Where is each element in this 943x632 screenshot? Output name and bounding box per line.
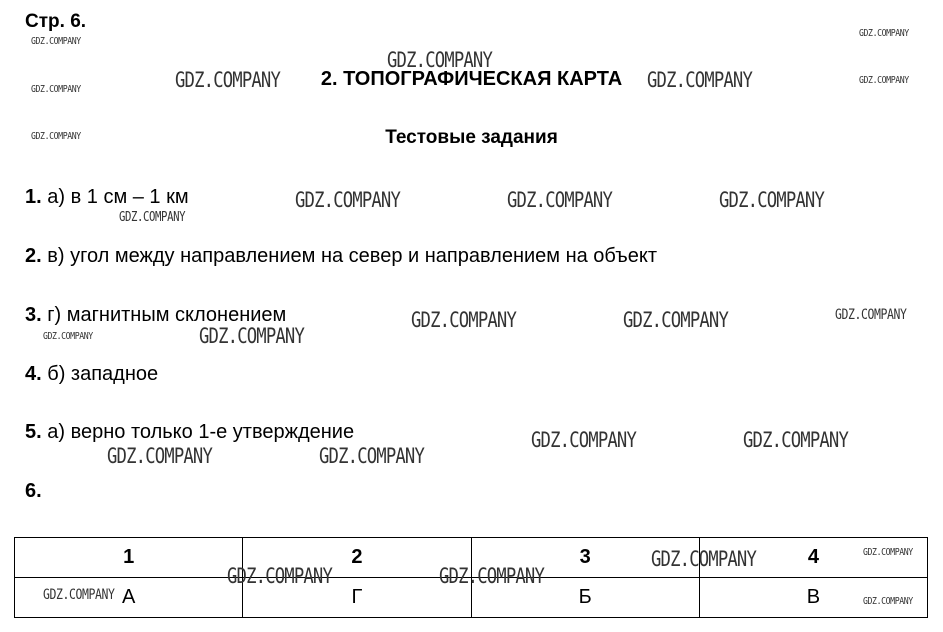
table-value-cell: А [15, 578, 243, 618]
answer-number: 1. [25, 186, 42, 208]
watermark: GDZ.COMPANY [531, 428, 637, 452]
answer-number: 3. [25, 304, 42, 326]
watermark: GDZ.COMPANY [175, 68, 281, 92]
watermark: GDZ.COMPANY [31, 84, 81, 95]
watermark: GDZ.COMPANY [295, 188, 401, 212]
page-label: Стр. 6. [25, 11, 87, 32]
answer-text: в) угол между направлением на север и направлением на объект [41, 245, 657, 267]
watermark: GDZ.COMPANY [439, 564, 545, 588]
answer-4 [25, 363, 158, 386]
watermark: GDZ.COMPANY [411, 308, 517, 332]
watermark: GDZ.COMPANY [227, 564, 333, 588]
watermark: GDZ.COMPANY [43, 587, 115, 603]
answer-number: 4. [25, 363, 42, 385]
table-value-cell: Г [243, 578, 471, 618]
watermark: GDZ.COMPANY [835, 307, 907, 323]
watermark: GDZ.COMPANY [199, 324, 305, 348]
answer-text: а) верно только 1-е утверждение [41, 421, 355, 443]
answer-text: б) западное [41, 363, 159, 385]
answer-6 [25, 480, 42, 503]
watermark: GDZ.COMPANY [863, 547, 913, 558]
watermark: GDZ.COMPANY [31, 131, 81, 142]
watermark: GDZ.COMPANY [743, 428, 849, 452]
watermark: GDZ.COMPANY [647, 68, 753, 92]
table-header-cell: 2 [243, 538, 471, 578]
section-subtitle: Тестовые задания [385, 127, 558, 148]
watermark: GDZ.COMPANY [119, 210, 186, 225]
watermark: GDZ.COMPANY [107, 444, 213, 468]
answer-number: 5. [25, 421, 42, 443]
answer-text: а) в 1 см – 1 км [41, 186, 189, 208]
watermark: GDZ.COMPANY [31, 36, 81, 47]
table-header-cell: 1 [15, 538, 243, 578]
watermark: GDZ.COMPANY [623, 308, 729, 332]
table-header-cell: 4 [699, 538, 927, 578]
table-header-cell: 3 [471, 538, 699, 578]
answer-2 [25, 245, 657, 268]
watermark: GDZ.COMPANY [319, 444, 425, 468]
answer-5 [25, 421, 354, 444]
watermark: GDZ.COMPANY [43, 331, 93, 342]
watermark: GDZ.COMPANY [859, 75, 909, 86]
table-value-cell: В [699, 578, 927, 618]
watermark: GDZ.COMPANY [387, 48, 493, 72]
answer-1 [25, 186, 189, 209]
watermark: GDZ.COMPANY [863, 596, 913, 607]
answer-text: г) магнитным склонением [41, 304, 287, 326]
watermark: GDZ.COMPANY [651, 547, 757, 571]
watermark: GDZ.COMPANY [507, 188, 613, 212]
section-title: 2. ТОПОГРАФИЧЕСКАЯ КАРТА [320, 68, 623, 90]
watermark: GDZ.COMPANY [859, 28, 909, 39]
watermark: GDZ.COMPANY [719, 188, 825, 212]
answer-number: 6. [25, 480, 42, 502]
answer-number: 2. [25, 245, 42, 267]
table-value-cell: Б [471, 578, 699, 618]
